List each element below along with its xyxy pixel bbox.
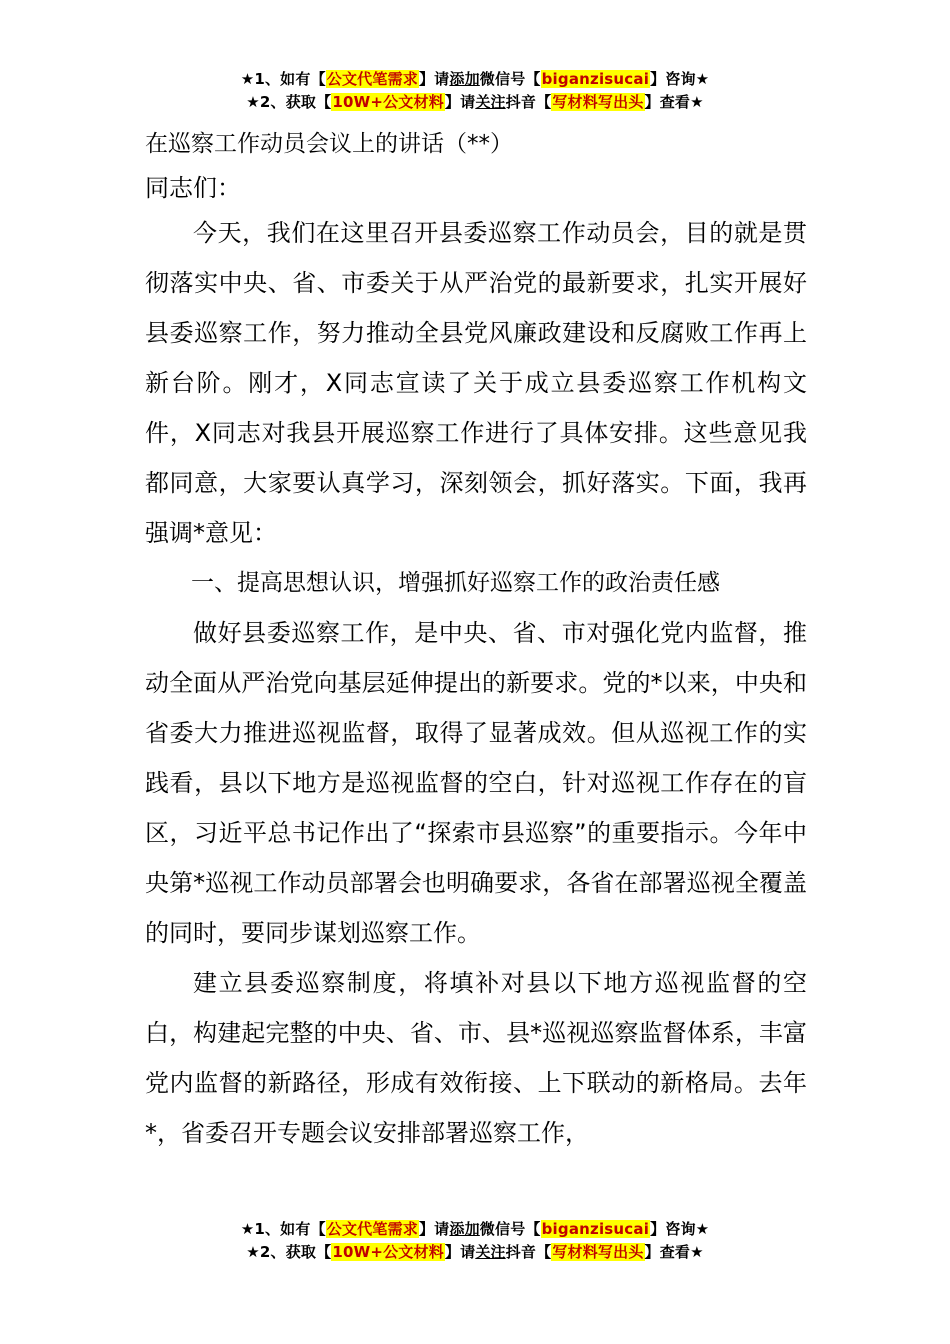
banner-text: 微信号【 [479,1220,541,1238]
banner-text: 抖音【 [505,93,552,111]
banner-text: 微信号【 [479,70,541,88]
banner-highlight: 公文代笔需求 [326,70,418,88]
banner-highlight: 写材料写出头 [552,1243,644,1261]
paragraph-2: 做好县委巡察工作，是中央、省、市对强化党内监督，推动全面从严治党向基层延伸提出的新要求。党的*以来，中央和省委大力推进巡视监督，取得了显著成效。但从巡视工作的实践看，县以下地方是巡视监督的空白，针对巡视工作存在的盲区，习近平总书记作出了“探索市县巡察”的重要指示。今年中央第*巡视工作动员部署会也明确要求，各省在部署巡视全覆盖的同时，要同步谋划巡察工作。 [145,619,807,947]
banner-text: 】请 [444,93,476,111]
paragraph-3: 建立县委巡察制度，将填补对县以下地方巡视监督的空白，构建起完整的中央、省、市、县*巡视巡察监督体系，丰富党内监督的新路径，形成有效衔接、上下联动的新格局。去年*，省委召开专题会议安排部署巡察工作， [145,969,807,1147]
banner-highlight: biganzisucai [541,1220,650,1238]
document-body [145,124,807,1158]
banner-text: ★1、如有【 [240,70,326,88]
banner-text: 】查看★ [644,1243,704,1261]
banner-text: 】咨询★ [650,1220,710,1238]
banner-highlight: 10W+公文材料 [332,93,444,111]
banner-highlight: 公文代笔需求 [326,1220,418,1238]
banner-line-2 [0,1241,950,1264]
banner-text: 】请 [418,1220,450,1238]
document-title: 在巡察工作动员会议上的讲话（**） [145,131,513,157]
banner-text: ★2、获取【 [246,1243,332,1261]
banner-underlined: 关注 [475,1243,506,1261]
banner-line-1 [0,1218,950,1241]
banner-underlined: 关注 [475,93,506,111]
salutation: 同志们： [145,174,241,202]
banner-text: 】查看★ [644,93,704,111]
banner-line-2 [0,91,950,114]
banner-highlight: 写材料写出头 [552,93,644,111]
header-banner [0,68,950,114]
banner-line-1 [0,68,950,91]
banner-text: 】请 [444,1243,476,1261]
banner-underlined: 添加 [449,70,480,88]
banner-underlined: 添加 [449,1220,480,1238]
banner-text: 】请 [418,70,450,88]
banner-text: ★2、获取【 [246,93,332,111]
section-heading-1: 一、提高思想认识，增强抓好巡察工作的政治责任感 [191,570,720,596]
banner-text: 抖音【 [505,1243,552,1261]
banner-text: ★1、如有【 [240,1220,326,1238]
banner-highlight: biganzisucai [541,70,650,88]
banner-highlight: 10W+公文材料 [332,1243,444,1261]
banner-text: 】咨询★ [650,70,710,88]
paragraph-intro: 今天，我们在这里召开县委巡察工作动员会，目的就是贯彻落实中央、省、市委关于从严治党的最新要求，扎实开展好县委巡察工作，努力推动全县党风廉政建设和反腐败工作再上新台阶。刚才，X同志宣读了关于成立县委巡察工作机构文件，X同志对我县开展巡察工作进行了具体安排。这些意见我都同意，大家要认真学习，深刻领会，抓好落实。下面，我再强调*意见： [145,219,807,547]
footer-banner [0,1218,950,1264]
